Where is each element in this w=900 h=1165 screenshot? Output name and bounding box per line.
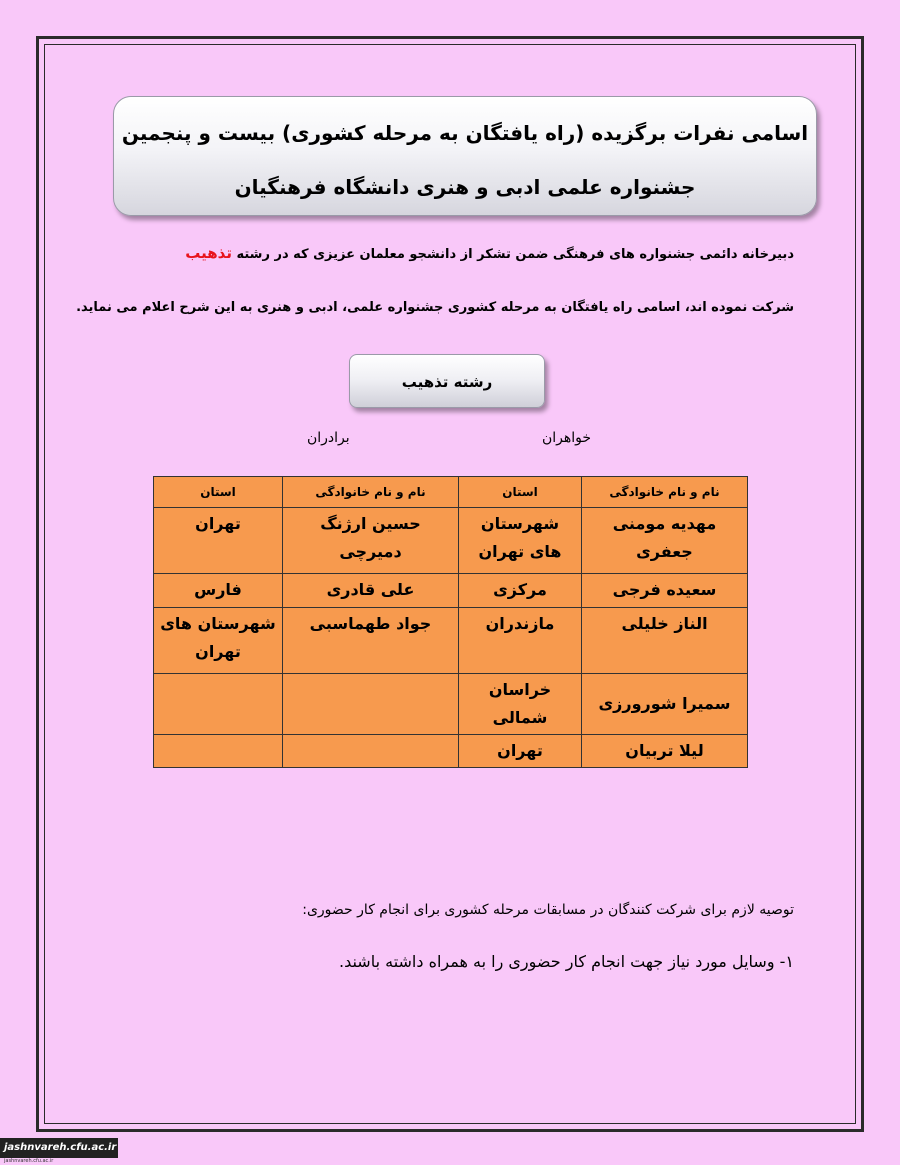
header-province-sisters: استان xyxy=(459,477,582,508)
table-row xyxy=(154,735,748,768)
intro-line-1-text: دبیرخانه دائمی جشنواره های فرهنگی ضمن تشکر از دانشجو معلمان عزیزی که در رشته xyxy=(231,247,794,262)
table-cell xyxy=(283,735,459,768)
header-province-brothers: استان xyxy=(154,477,283,508)
table-cell: علی قادری xyxy=(283,574,459,608)
table-cell: فارس xyxy=(154,574,283,608)
notes-heading: توصیه لازم برای شرکت کنندگان در مسابقات مرحله کشوری برای انجام کار حضوری: xyxy=(302,902,794,918)
table-cell: شهرستان های تهران xyxy=(459,508,582,574)
notes-item-1: ۱- وسایل مورد نیاز جهت انجام کار حضوری را به همراه داشته باشند. xyxy=(338,952,794,971)
table-cell: سعیده فرجی xyxy=(582,574,748,608)
title-line-1: اسامی نفرات برگزیده (راه یافتگان به مرحله کشوری) بیست و پنجمین xyxy=(121,121,809,145)
title-banner xyxy=(113,96,817,216)
table-cell: خراسان شمالی xyxy=(459,674,582,735)
table-header-row xyxy=(154,477,748,508)
header-name-sisters: نام و نام خانوادگی xyxy=(582,477,748,508)
table-row xyxy=(154,508,748,574)
intro-line-1 xyxy=(185,244,794,262)
table-row xyxy=(154,574,748,608)
results-table xyxy=(153,476,748,768)
table-cell: سمیرا شورورزی xyxy=(582,674,748,735)
table-cell xyxy=(283,674,459,735)
table-cell: مرکزی xyxy=(459,574,582,608)
table-cell: لیلا تربیان xyxy=(582,735,748,768)
table-cell: مهدیه مومنی جعفری xyxy=(582,508,748,574)
header-name-brothers: نام و نام خانوادگی xyxy=(283,477,459,508)
intro-line-2: شرکت نموده اند، اسامی راه یافتگان به مرحله کشوری جشنواره علمی، ادبی و هنری به این شرح اعلام می نماید. xyxy=(76,300,794,315)
table-cell xyxy=(154,735,283,768)
site-watermark-sub: jashnvareh.cfu.ac.ir xyxy=(4,1158,54,1164)
table-row xyxy=(154,674,748,735)
table-row xyxy=(154,608,748,674)
table-cell: مازندران xyxy=(459,608,582,674)
site-watermark-badge: jashnvareh.cfu.ac.ir xyxy=(0,1138,118,1158)
brothers-label: برادران xyxy=(307,430,350,446)
table-cell: تهران xyxy=(459,735,582,768)
table-cell xyxy=(154,674,283,735)
title-line-2: جشنواره علمی ادبی و هنری دانشگاه فرهنگیان xyxy=(234,175,696,199)
table-cell: شهرستان های تهران xyxy=(154,608,283,674)
field-title-box: رشته تذهیب xyxy=(349,354,545,408)
table-cell: جواد طهماسبی xyxy=(283,608,459,674)
sisters-label: خواهران xyxy=(542,430,592,446)
table-cell: الناز خلیلی xyxy=(582,608,748,674)
table-cell: تهران xyxy=(154,508,283,574)
field-highlight: تذهیب xyxy=(185,244,232,262)
table-cell: حسین ارژنگ دمیرچی xyxy=(283,508,459,574)
